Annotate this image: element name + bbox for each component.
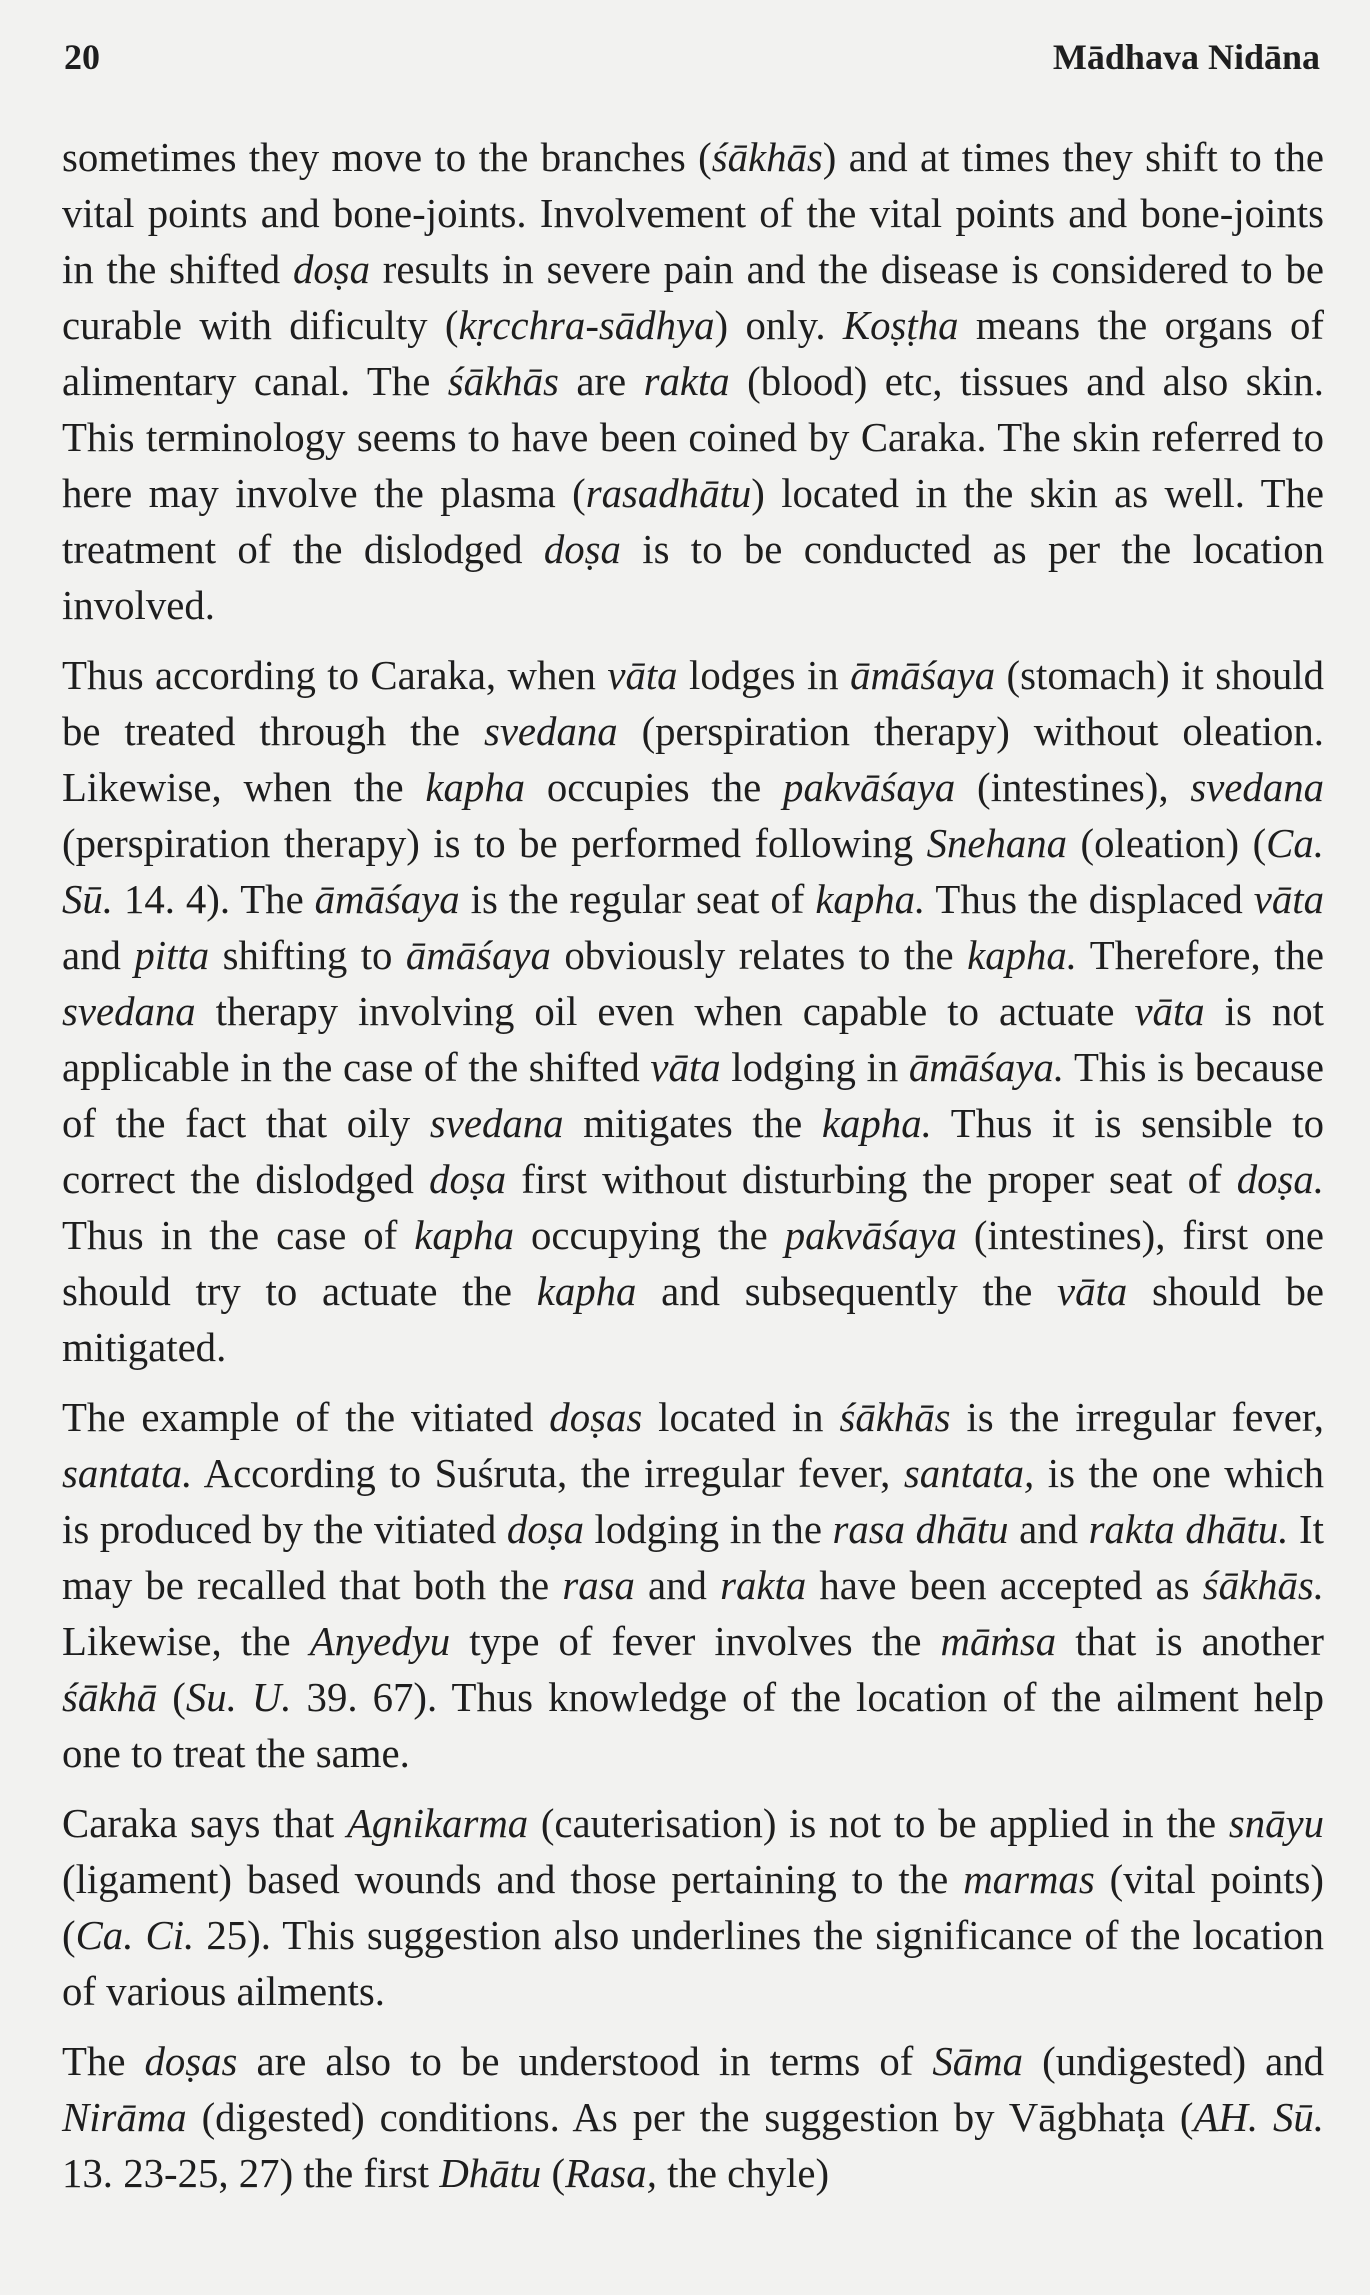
italic-term: vāta <box>1057 1269 1128 1314</box>
italic-term: rasadhātu <box>585 471 752 516</box>
text-run: The <box>62 2039 145 2084</box>
italic-term: Nirāma <box>62 2095 187 2140</box>
text-run: and <box>634 1563 721 1608</box>
text-run: (oleation) ( <box>1067 821 1267 866</box>
paragraph <box>62 648 1324 1376</box>
text-run: the chyle) <box>656 2151 830 2196</box>
italic-term: kapha. <box>967 933 1078 978</box>
text-run: (intestines), <box>955 765 1191 810</box>
text-run: Therefore, the <box>1077 933 1324 978</box>
text-run: ) located in the skin as well. The treatment of the dislodged <box>62 471 1324 572</box>
running-title: Mādhava Nidāna <box>1052 37 1320 77</box>
text-run: Thus it is sensible to correct the dislodged <box>62 1101 1324 1202</box>
italic-term: svedana <box>62 989 196 1034</box>
italic-term: āmāśaya. <box>908 1045 1065 1090</box>
italic-term: doṣa <box>506 1507 584 1552</box>
italic-term: pitta <box>134 933 210 978</box>
text-run: (perspiration therapy) without oleation. Likewise, when the <box>62 709 1324 810</box>
paragraph <box>62 1390 1324 1782</box>
paragraph <box>62 2034 1324 2202</box>
text-run: and <box>1008 1507 1089 1552</box>
text-run: is not applicable in the case of the shifted <box>62 989 1324 1090</box>
text-run: is the one which is produced by the vitiated <box>62 1451 1324 1552</box>
text-run: Thus the displaced <box>925 877 1254 922</box>
text-run: and <box>62 933 135 978</box>
italic-term: Dhātu <box>439 2151 542 2196</box>
italic-term: vāta <box>650 1045 721 1090</box>
italic-term: Sāma <box>932 2039 1024 2084</box>
italic-term: Ca. Ci. <box>75 1913 195 1958</box>
italic-term: vāta <box>1134 989 1205 1034</box>
italic-term: doṣa. <box>1236 1157 1324 1202</box>
italic-term: āmāśaya <box>850 653 996 698</box>
text-run: shifting to <box>209 933 406 978</box>
text-run: first without disturbing the proper seat of <box>506 1157 1237 1202</box>
italic-term: kapha <box>414 1213 514 1258</box>
paragraph <box>62 1796 1324 2020</box>
text-run: (undigested) and <box>1023 2039 1324 2084</box>
text-run: occupying the <box>513 1213 785 1258</box>
italic-term: santata, <box>903 1451 1035 1496</box>
text-run: (ligament) based wounds and those pertaining to the <box>62 1857 964 1902</box>
italic-term: śākhās <box>839 1395 951 1440</box>
text-run: is the irregular fever, <box>950 1395 1324 1440</box>
text-run: and subsequently the <box>636 1269 1058 1314</box>
text-run: lodging in <box>720 1045 909 1090</box>
text-run: obviously relates to the <box>550 933 968 978</box>
text-run: ) and at times they shift to the vital points and bone-joints. Involvement of the vital points and bone-joints in the shifted <box>62 135 1324 292</box>
italic-term: rasa dhātu <box>832 1507 1009 1552</box>
italic-term: vāta <box>607 653 678 698</box>
text-run: therapy involving oil even when capable to actuate <box>195 989 1135 1034</box>
text-run: 25). This suggestion also underlines the significance of the location of various ailments. <box>62 1913 1324 2014</box>
text-run: It may be recalled that both the <box>62 1507 1324 1608</box>
italic-term: śākhās <box>711 135 823 180</box>
italic-term: kapha. <box>815 877 926 922</box>
text-run: 14. 4). The <box>113 877 315 922</box>
italic-term: māṁsa <box>940 1619 1057 1664</box>
text-run: ) only. <box>714 303 843 348</box>
page-body <box>62 130 1324 2216</box>
italic-term: doṣas <box>549 1395 643 1440</box>
italic-term: doṣas <box>144 2039 238 2084</box>
italic-term: svedana <box>429 1101 564 1146</box>
italic-term: pakvāśaya <box>784 1213 957 1258</box>
text-run: Likewise, the <box>62 1619 310 1664</box>
italic-term: santata. <box>62 1451 193 1496</box>
italic-term: rakta dhātu. <box>1088 1507 1289 1552</box>
text-run: According to Suśruta, the irregular fever, <box>192 1451 904 1496</box>
text-run: are also to be understood in terms of <box>237 2039 933 2084</box>
italic-term: doṣa <box>543 527 621 572</box>
italic-term: kapha <box>425 765 526 810</box>
italic-term: Agnikarma <box>346 1801 529 1846</box>
italic-term: marmas <box>963 1857 1095 1902</box>
italic-term: Koṣṭha <box>842 303 959 348</box>
text-run: is to be conducted as per the location involved. <box>62 527 1324 628</box>
italic-term: Ca. Sū. <box>62 821 1324 922</box>
italic-term: AH. Sū. <box>1193 2095 1325 2140</box>
italic-term: kapha. <box>821 1101 932 1146</box>
italic-term: svedana <box>1190 765 1325 810</box>
italic-term: snāyu <box>1228 1801 1324 1846</box>
italic-term: rakta <box>720 1563 807 1608</box>
text-run: (digested) conditions. As per the suggestion by Vāgbhaṭa ( <box>186 2095 1194 2140</box>
italic-term: doṣa <box>292 247 371 292</box>
text-run: Caraka says that <box>62 1801 347 1846</box>
paragraph <box>62 130 1324 634</box>
text-run: (perspiration therapy) is to be performed following <box>62 821 927 866</box>
text-run: (stomach) it should be treated through the <box>62 653 1324 754</box>
text-run: that is another <box>1056 1619 1324 1664</box>
text-run: The example of the vitiated <box>62 1395 550 1440</box>
text-run: sometimes they move to the branches ( <box>62 135 712 180</box>
italic-term: śākhās. <box>1202 1563 1324 1608</box>
text-run: 39. 67). Thus knowledge of the location of the ailment help one to treat the same. <box>62 1675 1324 1776</box>
text-run: located in <box>642 1395 840 1440</box>
italic-term: Su. U. <box>185 1675 292 1720</box>
text-run: occupies the <box>525 765 784 810</box>
italic-term: Anyedyu <box>309 1619 451 1664</box>
page-header <box>64 36 1320 86</box>
italic-term: pakvāśaya <box>783 765 956 810</box>
text-run: have been accepted as <box>806 1563 1203 1608</box>
text-run: should be mitigated. <box>62 1269 1324 1370</box>
text-run: is the regular seat of <box>459 877 816 922</box>
italic-term: Rasa, <box>565 2151 657 2196</box>
italic-term: śākhās <box>447 359 559 404</box>
text-run: This is because of the fact that oily <box>62 1045 1324 1146</box>
text-run: are <box>558 359 644 404</box>
text-run: (vital points) ( <box>62 1857 1324 1958</box>
italic-term: Snehana <box>926 821 1068 866</box>
italic-term: āmāśaya <box>314 877 460 922</box>
text-run: ( <box>541 2151 566 2196</box>
italic-term: kapha <box>536 1269 637 1314</box>
italic-term: kṛcchra-sādhya <box>458 303 715 348</box>
text-run: (cauterisation) is not to be applied in the <box>528 1801 1229 1846</box>
text-run: type of fever involves the <box>450 1619 941 1664</box>
text-run: Thus according to Caraka, when <box>62 653 608 698</box>
page-number: 20 <box>64 37 100 77</box>
text-run: (blood) etc, tissues and also skin. This terminology seems to have been coined by Caraka. The skin referred to here may involve the plasma ( <box>62 359 1324 516</box>
italic-term: rasa <box>562 1563 635 1608</box>
italic-term: vāta <box>1253 877 1324 922</box>
text-run: Thus in the case of <box>62 1213 415 1258</box>
italic-term: śākhā <box>62 1675 158 1720</box>
text-run: ( <box>157 1675 186 1720</box>
italic-term: svedana <box>483 709 618 754</box>
text-run: lodging in the <box>583 1507 833 1552</box>
text-run: mitigates the <box>563 1101 822 1146</box>
text-run: means the organs of alimentary canal. The <box>62 303 1324 404</box>
text-run: (intestines), first one should try to actuate the <box>62 1213 1324 1314</box>
italic-term: doṣa <box>429 1157 507 1202</box>
text-run: results in severe pain and the disease is considered to be curable with dificulty ( <box>62 247 1324 348</box>
text-run: lodges in <box>677 653 851 698</box>
text-run: 13. 23-25, 27) the first <box>62 2151 440 2196</box>
italic-term: āmāśaya <box>405 933 551 978</box>
italic-term: rakta <box>643 359 730 404</box>
